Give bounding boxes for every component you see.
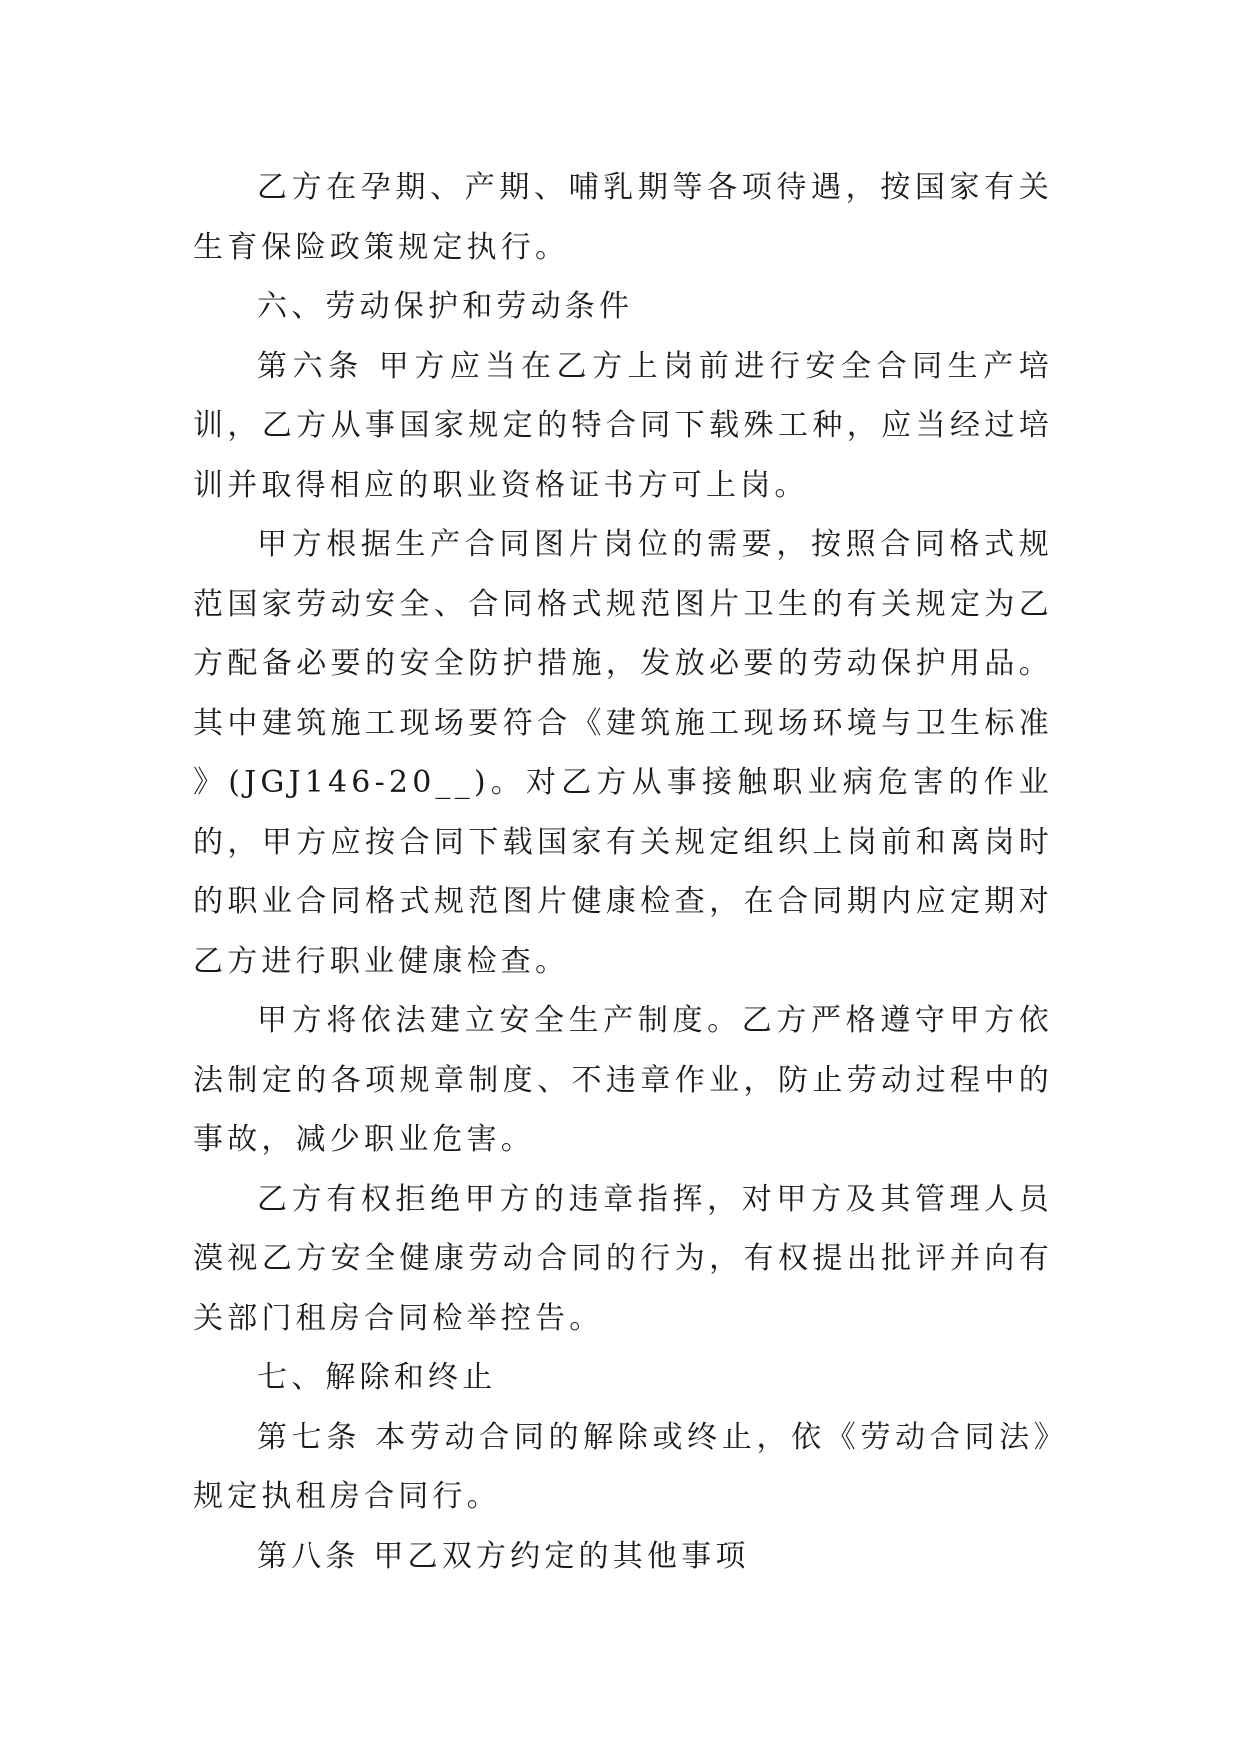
paragraph-maternity-benefits: 乙方在孕期、产期、哺乳期等各项待遇，按国家有关生育保险政策规定执行。 (193, 170, 1053, 265)
paragraph-safety-equipment: 甲方根据生产合同图片岗位的需要，按照合同格式规范国家劳动安全、合同格式规范图片卫生的有关规定为乙方配备必要的安全防护措施，发放必要的劳动保护用品。其中建筑施工现场要符合《建筑施工现场环境与卫生标准》(JGJ146-20__)。对乙方从事接触职业病危害的作业的，甲方应按合同下载国家有关规定组织上岗前和离岗时的职业合同格式规范图片健康检查，在合同期内应定期对乙方进行职业健康检查。 (193, 527, 1053, 979)
paragraph-right-to-refuse: 乙方有权拒绝甲方的违章指挥，对甲方及其管理人员漠视乙方安全健康劳动合同的行为，有权提出批评并向有关部门租房合同检举控告。 (193, 1181, 1053, 1336)
paragraph-article-6: 第六条 甲方应当在乙方上岗前进行安全合同生产培训，乙方从事国家规定的特合同下载殊工种，应当经过培训并取得相应的职业资格证书方可上岗。 (193, 348, 1053, 503)
section-heading-labor-protection: 六、劳动保护和劳动条件 (257, 289, 634, 324)
paragraph-article-8: 第八条 甲乙双方约定的其他事项 (257, 1538, 750, 1574)
paragraph-article-7: 第七条 本劳动合同的解除或终止，依《劳动合同法》规定执租房合同行。 (193, 1419, 1053, 1514)
section-heading-termination: 七、解除和终止 (257, 1360, 497, 1395)
paragraph-safety-system: 甲方将依法建立安全生产制度。乙方严格遵守甲方依法制定的各项规章制度、不违章作业，防止劳动过程中的事故，减少职业危害。 (193, 1003, 1053, 1157)
document-body (193, 158, 1053, 1586)
